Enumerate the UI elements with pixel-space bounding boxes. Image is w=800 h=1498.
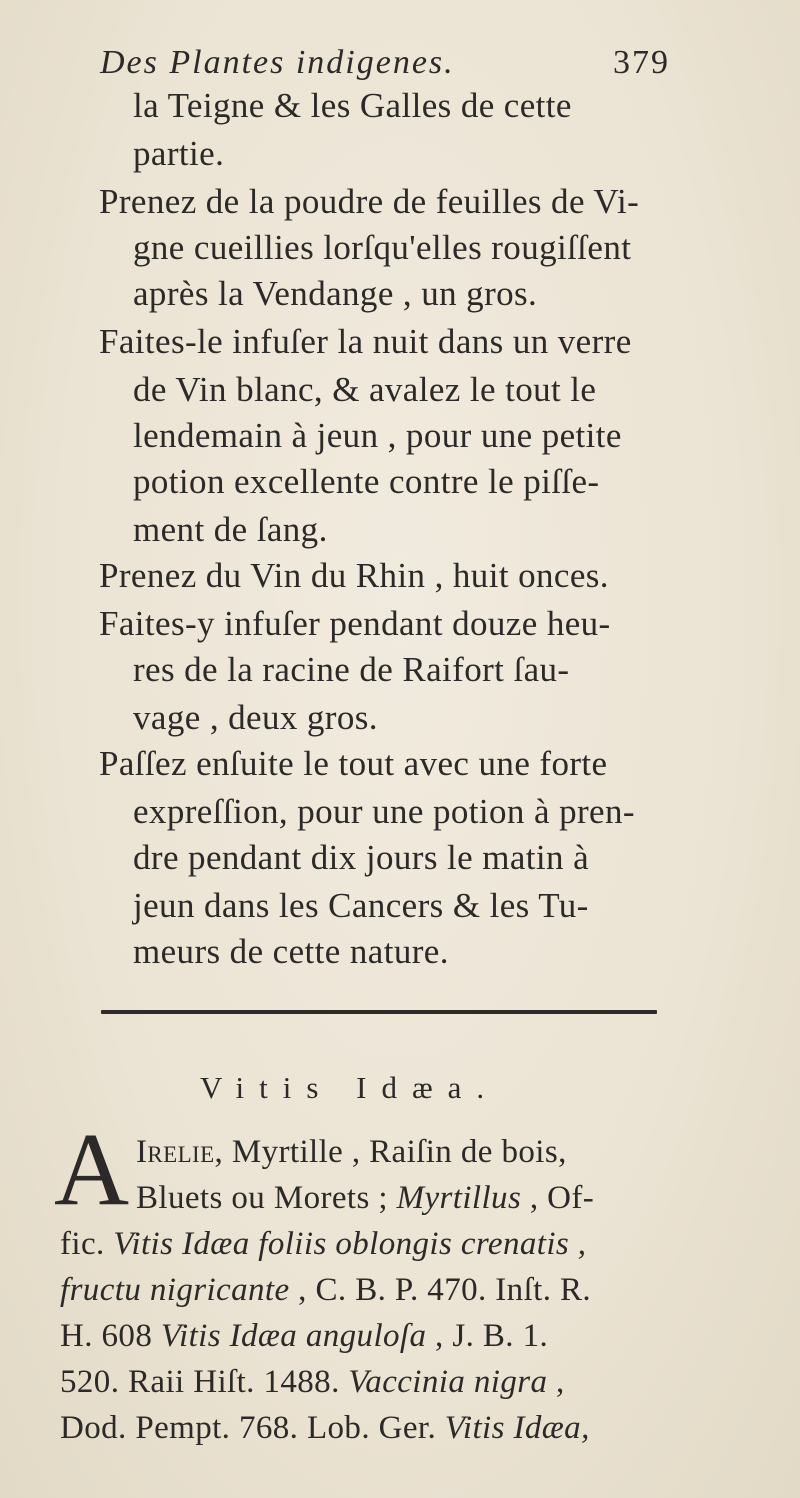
text-line: de Vin blanc, & avalez le tout le bbox=[133, 370, 597, 409]
text-line: Paſſez enſuite le tout avec une forte bbox=[99, 744, 608, 783]
text-line: jeun dans les Cancers & les Tu- bbox=[133, 886, 589, 925]
text-line: potion excellente contre le piſſe- bbox=[133, 462, 600, 501]
text-line: meurs de cette nature. bbox=[133, 932, 449, 971]
text-line bbox=[60, 1316, 548, 1356]
text-line: la Teigne & les Galles de cette bbox=[133, 86, 572, 125]
text-line: dre pendant dix jours le matin à bbox=[133, 838, 590, 877]
line-segment: Dod. Pempt. 768. Lob. Ger. bbox=[60, 1410, 445, 1446]
text-line: gne cueillies lorſqu'elles rougiſſent bbox=[133, 228, 632, 267]
text-line bbox=[60, 1224, 586, 1264]
text-line: Prenez de la poudre de feuilles de Vi- bbox=[99, 182, 640, 221]
text-line: Faites-y infuſer pendant douze heu- bbox=[99, 604, 611, 643]
line-segment: , Myrtille , Raiſin de bois, bbox=[214, 1134, 567, 1170]
line-segment: fic. bbox=[60, 1226, 114, 1262]
line-segment: 520. Raii Hiſt. 1488. bbox=[60, 1364, 349, 1400]
line-segment: , C. B. P. 470. Inſt. R. bbox=[289, 1272, 592, 1308]
text-line bbox=[136, 1132, 567, 1172]
text-line bbox=[60, 1362, 565, 1402]
text-line: res de la racine de Raifort ſau- bbox=[133, 650, 570, 689]
section-title: Vitis Idæa. bbox=[200, 1070, 500, 1105]
text-line: Faites-le infuſer la nuit dans un verre bbox=[99, 322, 632, 361]
line-segment: H. 608 bbox=[60, 1318, 161, 1354]
text-line bbox=[60, 1408, 590, 1448]
text-line: lendemain à jeun , pour une petite bbox=[133, 416, 622, 455]
latin-name: Myrtillus bbox=[396, 1180, 522, 1216]
text-line: Prenez du Vin du Rhin , huit onces. bbox=[99, 556, 609, 595]
section-divider bbox=[101, 1010, 657, 1014]
line-segment: , bbox=[547, 1364, 565, 1400]
latin-name: Vaccinia nigra bbox=[348, 1364, 548, 1400]
text-line: vage , deux gros. bbox=[133, 698, 378, 737]
caps-word: Irelie bbox=[136, 1134, 215, 1170]
page-number: 379 bbox=[613, 44, 670, 81]
line-segment: , J. B. 1. bbox=[426, 1318, 549, 1354]
latin-name: fructu nigricante bbox=[60, 1272, 290, 1308]
latin-name: Vitis Idæa anguloſa bbox=[160, 1318, 427, 1354]
latin-name: Vitis Idæa foliis oblongis crenatis , bbox=[113, 1226, 587, 1262]
line-segment: Bluets ou Morets ; bbox=[136, 1180, 397, 1216]
running-title: Des Plantes indigenes. bbox=[100, 44, 455, 81]
text-line: expreſſion, pour une potion à pren- bbox=[133, 792, 635, 831]
text-line: ment de ſang. bbox=[133, 510, 328, 549]
drop-cap: A bbox=[54, 1112, 130, 1227]
text-line bbox=[136, 1178, 594, 1218]
text-line: après la Vendange , un gros. bbox=[133, 274, 538, 313]
latin-name: Vitis Idæa, bbox=[444, 1410, 590, 1446]
text-line bbox=[60, 1270, 591, 1310]
line-segment: , Of- bbox=[521, 1180, 595, 1216]
text-line: partie. bbox=[133, 134, 225, 173]
